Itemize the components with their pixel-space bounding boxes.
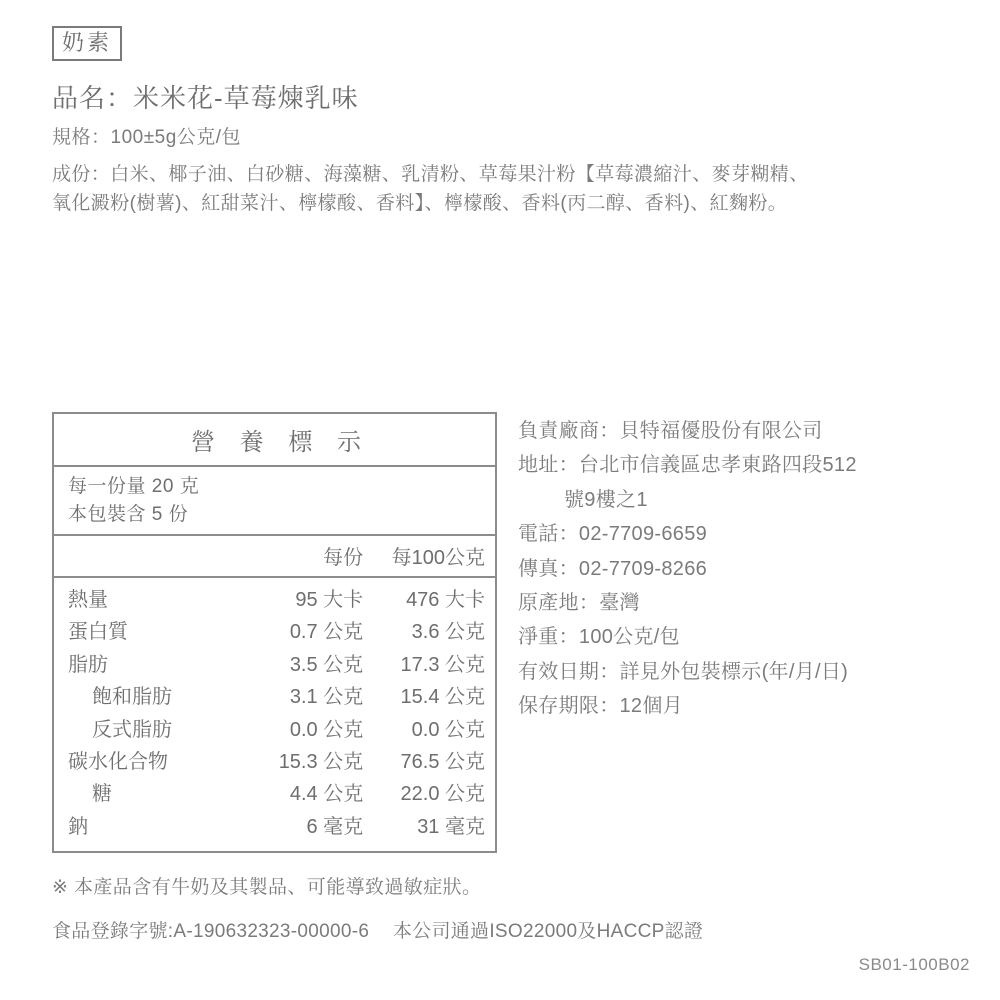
nutrient-name: 碳水化合物 — [68, 751, 168, 774]
col-header-per-serving: 每份 — [323, 547, 364, 570]
net-weight: 淨重：100公克/包 — [518, 626, 680, 649]
nutrient-name: 蛋白質 — [68, 621, 128, 644]
table-row — [54, 746, 495, 778]
nutrition-facts-table — [52, 412, 497, 853]
table-row — [54, 584, 495, 616]
certification-text: 本公司通過ISO22000及HACCP認證 — [392, 921, 704, 942]
manufacturer-name: 負責廠商：貝特福優股份有限公司 — [518, 420, 823, 442]
origin-country: 原產地：臺灣 — [518, 591, 640, 614]
nutrient-name: 反式脂肪 — [92, 718, 172, 741]
registration-line — [52, 916, 703, 943]
servings-per-pack: 本包裝含 5 份 — [68, 503, 189, 525]
vegetarian-badge: 奶素 — [52, 26, 122, 61]
nutrient-per-serving: 0.7 公克 — [289, 621, 364, 644]
nutrient-name: 糖 — [92, 783, 112, 806]
nutrient-name: 熱量 — [68, 589, 108, 612]
address-line-2: 號9樓之1 — [564, 488, 648, 511]
address-line-1: 地址：台北市信義區忠孝東路四段512 — [518, 454, 857, 477]
table-row — [54, 681, 495, 713]
nutrient-per-100g: 15.4 公克 — [400, 686, 485, 709]
nutrient-per-100g: 3.6 公克 — [411, 621, 485, 644]
product-name: 品名：米米花-草莓煉乳味 — [52, 83, 359, 113]
nutrition-column-headers — [54, 536, 495, 578]
ingredients-block — [52, 160, 967, 219]
table-row — [54, 778, 495, 810]
registration-number: 食品登錄字號:A-190632323-00000-6 — [52, 921, 370, 942]
nutrient-name: 脂肪 — [68, 653, 108, 676]
ingredients-line-1: 成份：白米、椰子油、白砂糖、海藻糖、乳清粉、草莓果汁粉【草莓濃縮汁、麥芽糊精、 — [52, 164, 809, 185]
serving-size: 每一份量 20 克 — [68, 476, 200, 497]
nutrient-per-serving: 3.5 公克 — [289, 653, 364, 676]
shelf-life: 保存期限：12個月 — [518, 695, 683, 718]
label-code: SB01-100B02 — [858, 955, 970, 974]
table-row — [54, 649, 495, 681]
nutrient-per-serving: 15.3 公克 — [278, 751, 364, 774]
allergen-notice: ※ 本產品含有牛奶及其製品、可能導致過敏症狀。 — [52, 877, 482, 898]
expiry-date: 有效日期：詳見外包裝標示(年/月/日) — [518, 660, 849, 683]
nutrient-per-100g: 22.0 公克 — [400, 783, 485, 806]
col-header-per-100g: 每100公克 — [391, 547, 485, 570]
nutrient-per-serving: 3.1 公克 — [289, 686, 364, 709]
nutrient-per-100g: 476 大卡 — [406, 589, 485, 612]
serving-info — [54, 467, 495, 536]
nutrient-per-serving: 0.0 公克 — [289, 718, 364, 741]
nutrient-per-serving: 95 大卡 — [295, 589, 364, 612]
nutrition-title: 營 養 標 示 — [54, 414, 495, 467]
nutrient-name: 飽和脂肪 — [92, 686, 172, 709]
nutrient-per-serving: 4.4 公克 — [289, 783, 364, 806]
table-row — [54, 616, 495, 648]
col-header-nutrient — [54, 541, 232, 570]
nutrient-per-100g: 17.3 公克 — [400, 653, 485, 676]
nutrient-per-serving: 6 毫克 — [306, 815, 364, 838]
nutrient-name: 鈉 — [68, 815, 88, 838]
nutrient-per-100g: 31 毫克 — [417, 815, 485, 838]
nutrition-rows — [54, 578, 495, 851]
product-spec: 規格：100±5g公克/包 — [52, 127, 242, 148]
ingredients-line-2: 氧化澱粉(樹薯)、紅甜菜汁、檸檬酸、香料】、檸檬酸、香料(丙二醇、香料)、紅麴粉。 — [52, 193, 788, 215]
fax-number: 傳真：02-7709-8266 — [518, 557, 708, 580]
table-row — [54, 714, 495, 746]
manufacturer-info — [518, 414, 988, 724]
table-row — [54, 811, 495, 843]
nutrient-per-100g: 0.0 公克 — [411, 718, 485, 741]
phone-number: 電話：02-7709-6659 — [518, 523, 708, 546]
nutrient-per-100g: 76.5 公克 — [400, 751, 485, 774]
